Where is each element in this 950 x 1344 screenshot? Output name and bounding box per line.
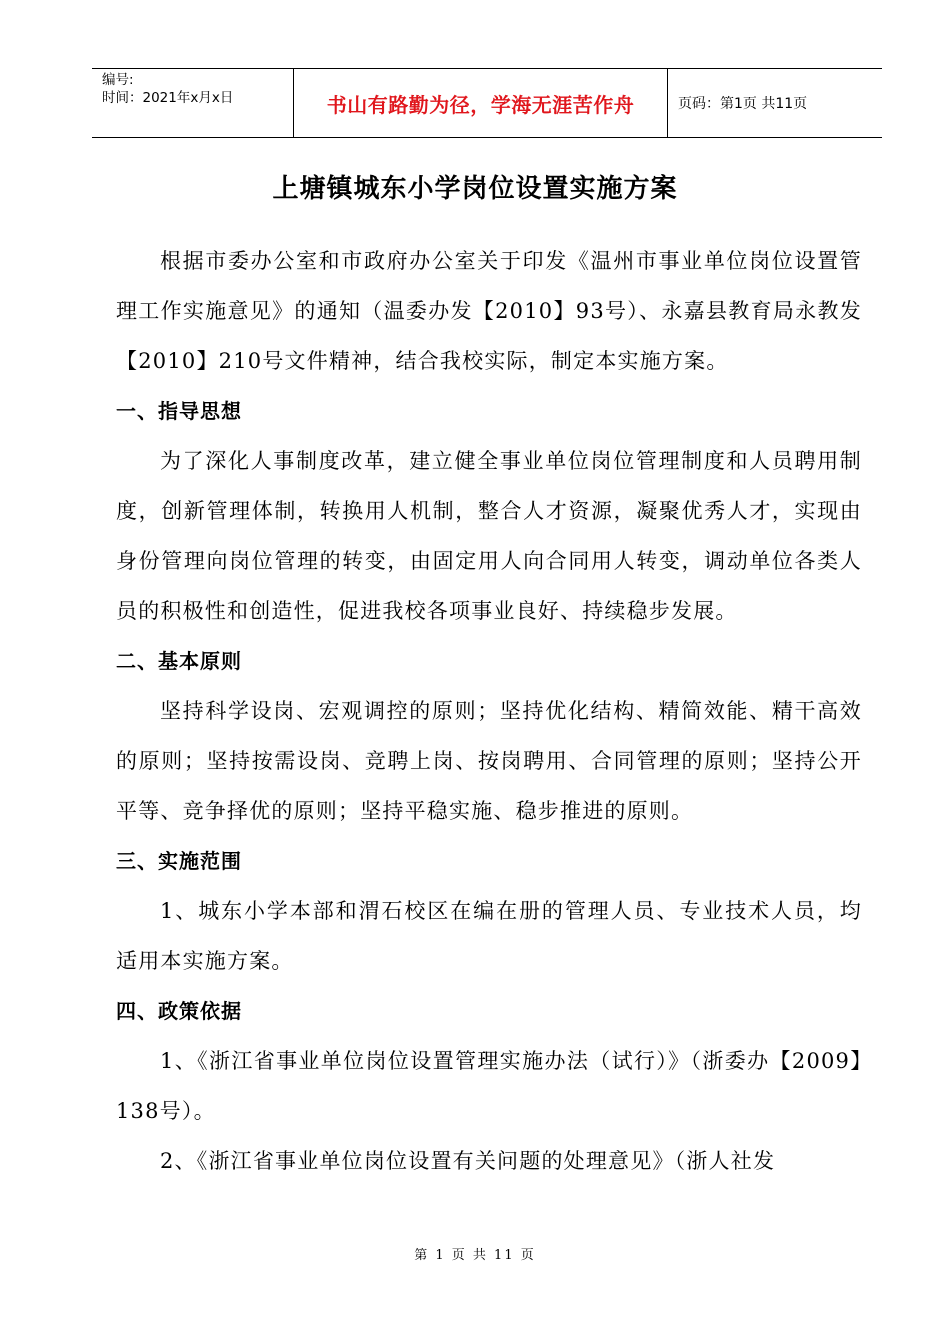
page-footer: 第 1 页 共 11 页: [414, 1248, 536, 1263]
page-header: [92, 68, 882, 138]
document-time: 时间：2021年x月x日: [102, 90, 234, 106]
header-motto-cell: [293, 69, 668, 137]
document-number-label: 编号:: [102, 72, 134, 88]
header-page-cell: [668, 69, 882, 137]
header-page-info: 页码：第1页 共11页: [678, 96, 808, 112]
intro-paragraph: 根据市委办公室和市政府办公室关于印发《温州市事业单位岗位设置管理工作实施意见》的通知（温委办发【2010】93号）、永嘉县教育局永教发【2010】210号文件精神，结合我校实际，制定本实施方案。: [116, 249, 862, 373]
policy-item-2: 2、《浙江省事业单位岗位设置有关问题的处理意见》（浙人社发: [160, 1149, 776, 1173]
section-text-guiding-ideology: 为了深化人事制度改革，建立健全事业单位岗位管理制度和人员聘用制度，创新管理体制，转换用人机制，整合人才资源，凝聚优秀人才，实现由身份管理向岗位管理的转变，由固定用人向合同用人转变，调动单位各类人员的积极性和创造性，促进我校各项事业良好、持续稳步发展。: [116, 449, 862, 623]
section-heading-policy-basis: 四、政策依据: [116, 999, 242, 1023]
section-heading-scope: 三、实施范围: [116, 849, 242, 873]
document-title: 上塘镇城东小学岗位设置实施方案: [272, 174, 678, 204]
section-heading-basic-principles: 二、基本原则: [116, 649, 242, 673]
section-text-scope: 1、城东小学本部和渭石校区在编在册的管理人员、专业技术人员，均适用本实施方案。: [116, 899, 862, 973]
section-heading-guiding-ideology: 一、指导思想: [116, 399, 242, 423]
section-text-basic-principles: 坚持科学设岗、宏观调控的原则；坚持优化结构、精简效能、精干高效的原则；坚持按需设岗、竞聘上岗、按岗聘用、合同管理的原则；坚持公开平等、竞争择优的原则；坚持平稳实施、稳步推进的原则。: [116, 699, 862, 823]
header-meta: [92, 69, 293, 137]
motto-text: 书山有路勤为径，学海无涯苦作舟: [326, 92, 635, 117]
document-body: [116, 236, 862, 1186]
policy-item-1: 1、《浙江省事业单位岗位设置管理实施办法（试行）》（浙委办【2009】138号）。: [116, 1049, 862, 1123]
